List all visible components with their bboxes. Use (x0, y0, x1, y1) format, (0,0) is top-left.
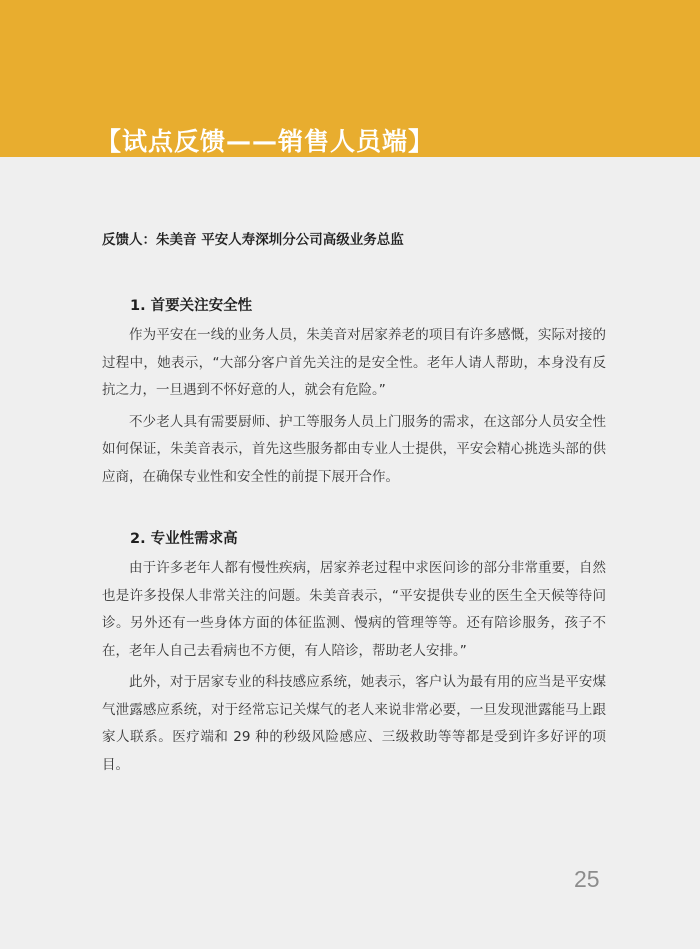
section-heading: 2. 专业性需求高 (130, 531, 238, 547)
document-body (102, 230, 606, 815)
section-professional (102, 527, 606, 779)
page-title: 【试点反馈——销售人员端】 (96, 127, 435, 156)
section-safety (102, 294, 606, 491)
page-number: 25 (574, 866, 600, 892)
header-band (0, 0, 700, 157)
paragraph: 此外，对于居家专业的科技感应系统，她表示，客户认为最有用的应当是平安煤气泄露感应系统，对于经常忘记关煤气的老人来说非常必要，一旦发现泄露能马上跟家人联系。医疗端和 29 种的秒级风险感应、三级救助等等都是受到许多好评的项目。 (102, 674, 606, 773)
paragraph: 不少老人具有需要厨师、护工等服务人员上门服务的需求，在这部分人员安全性如何保证，朱美音表示，首先这些服务都由专业人士提供，平安会精心挑选头部的供应商，在确保专业性和安全性的前提下展开合作。 (102, 413, 606, 485)
paragraph: 作为平安在一线的业务人员，朱美音对居家养老的项目有许多感慨，实际对接的过程中，她表示，“大部分客户首先关注的是安全性。老年人请人帮助，本身没有反抗之力，一旦遇到不怀好意的人，就会有危险。” (102, 327, 606, 398)
section-heading: 1. 首要关注安全性 (130, 298, 253, 314)
author-line: 反馈人：朱美音 平安人寿深圳分公司高级业务总监 (102, 232, 404, 248)
paragraph: 由于许多老年人都有慢性疾病，居家养老过程中求医问诊的部分非常重要，自然也是许多投保人非常关注的问题。朱美音表示，“平安提供专业的医生全天候等待问诊。另外还有一些身体方面的体征监测、慢病的管理等等。还有陪诊服务，孩子不在，老年人自己去看病也不方便，有人陪诊，帮助老人安排。” (102, 560, 606, 659)
